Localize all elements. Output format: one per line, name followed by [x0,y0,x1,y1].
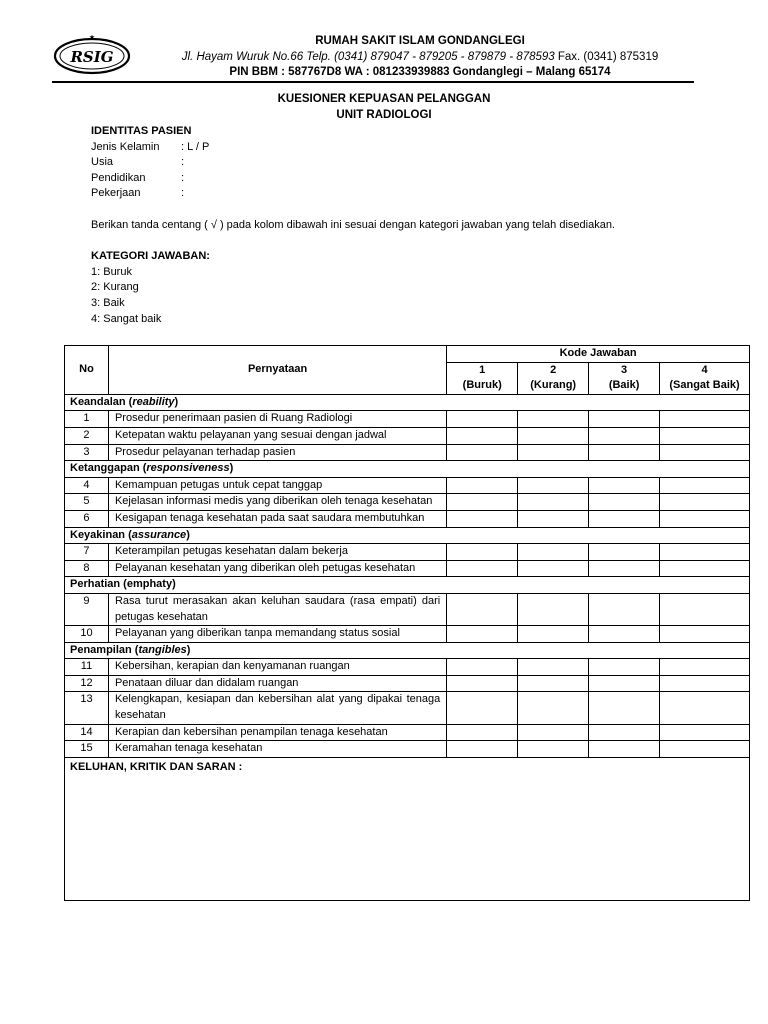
section-title [65,394,750,411]
answer-cell[interactable] [660,427,750,444]
question-row [65,477,750,494]
answer-cell[interactable] [660,560,750,577]
question-number: 8 [65,560,109,577]
answer-cell[interactable] [447,560,518,577]
section-title [65,642,750,659]
answer-col-label: (Buruk) [462,379,502,392]
question-number: 7 [65,544,109,561]
answer-cell[interactable] [518,544,589,561]
question-row [65,427,750,444]
question-text: Keramahan tenaga kesehatan [108,741,446,758]
feedback-row [65,757,750,900]
question-row [65,724,750,741]
answer-cell[interactable] [589,626,660,643]
section-row [65,461,750,478]
category-item: 4: Sangat baik [91,312,162,325]
table-header-row [65,346,750,363]
answer-cell[interactable] [589,675,660,692]
question-number: 4 [65,477,109,494]
answer-cell[interactable] [447,593,518,625]
section-close: ) [186,528,190,541]
category-item: 3: Baik [91,297,125,310]
question-row [65,593,750,625]
answer-cell[interactable] [447,675,518,692]
answer-cell[interactable] [660,692,750,724]
answer-col-label: (Sangat Baik) [669,379,740,392]
question-text: Prosedur penerimaan pasien di Ruang Radiologi [108,411,446,428]
answer-cell[interactable] [518,494,589,511]
answer-cell[interactable] [589,544,660,561]
identity-heading: IDENTITAS PASIEN [91,125,192,137]
answer-cell[interactable] [589,741,660,758]
answer-cell[interactable] [447,494,518,511]
address-line: Jl. Hayam Wuruk No.66 Telp. (0341) 879047 - 879205 - 879879 - 878593 [181,50,555,63]
question-text: Kejelasan informasi medis yang diberikan oleh tenaga kesehatan [108,494,446,511]
answer-col-num: 1 [479,363,486,376]
answer-cell[interactable] [518,427,589,444]
answer-col-header [589,362,660,394]
answer-col-label: (Kurang) [530,379,577,392]
section-term: reability [132,395,175,408]
question-number: 11 [65,659,109,676]
answer-cell[interactable] [660,741,750,758]
answer-col-header [660,362,750,394]
question-number: 6 [65,510,109,527]
svg-text:RSIG: RSIG [70,48,114,66]
identity-field [91,171,209,187]
answer-cell[interactable] [518,411,589,428]
question-text: Keterampilan petugas kesehatan dalam bekerja [108,544,446,561]
section-close: ) [174,395,179,408]
answer-cell[interactable] [518,593,589,625]
question-number: 12 [65,675,109,692]
answer-cell[interactable] [589,593,660,625]
answer-cell[interactable] [589,724,660,741]
answer-cell[interactable] [447,444,518,461]
field-value[interactable]: : [181,171,185,184]
feedback-label: KELUHAN, KRITIK DAN SARAN : [70,760,243,773]
field-label: Usia [91,156,114,169]
answer-cell[interactable] [660,675,750,692]
field-value[interactable]: : L / P [181,140,210,153]
section-close: ) [229,462,234,475]
question-text: Kerapian dan kebersihan penampilan tenaga kesehatan [108,724,446,741]
answer-cell[interactable] [518,477,589,494]
patient-identity [91,124,209,202]
answer-col-num: 2 [550,363,557,376]
question-number: 15 [65,741,109,758]
answer-cell[interactable] [660,411,750,428]
identity-field [91,140,209,156]
question-row [65,510,750,527]
question-row [65,741,750,758]
answer-cell[interactable] [518,741,589,758]
col-statement-header: Pernyataan [108,346,446,395]
answer-cell[interactable] [660,444,750,461]
question-row [65,444,750,461]
answer-categories [91,249,210,328]
feedback-box[interactable] [65,757,750,900]
answer-cell[interactable] [447,544,518,561]
header-divider [52,81,694,83]
question-row [65,411,750,428]
question-row [65,675,750,692]
hospital-name: RUMAH SAKIT ISLAM GONDANGLEGI [315,35,525,47]
field-value[interactable]: : [181,156,185,169]
question-text: Prosedur pelayanan terhadap pasien [108,444,446,461]
question-row [65,560,750,577]
answer-cell[interactable] [518,692,589,724]
field-value[interactable]: : [181,187,185,200]
fax-line: Fax. (0341) 875319 [554,50,659,63]
question-row [65,626,750,643]
instruction-text: Berikan tanda centang ( √ ) pada kolom dibawah ini sesuai dengan kategori jawaban yang telah disediakan. [91,219,615,231]
identity-field [91,155,209,171]
answer-cell[interactable] [447,692,518,724]
question-row [65,544,750,561]
form-subtitle: UNIT RADIOLOGI [336,109,432,121]
answer-cell[interactable] [660,477,750,494]
answer-cell[interactable] [660,494,750,511]
answer-cell[interactable] [589,560,660,577]
field-label: Jenis Kelamin [91,140,160,153]
question-number: 13 [65,692,109,724]
answer-cell[interactable] [589,427,660,444]
question-number: 3 [65,444,109,461]
answer-cell[interactable] [518,444,589,461]
col-code-header: Kode Jawaban [447,346,750,363]
svg-text:★: ★ [88,33,96,42]
question-row [65,494,750,511]
section-term: tangibles [138,643,187,656]
section-term: responsiveness [146,462,230,475]
question-number: 5 [65,494,109,511]
question-text: Penataan diluar dan didalam ruangan [108,675,446,692]
question-number: 2 [65,427,109,444]
answer-cell[interactable] [660,659,750,676]
section-name: Penampilan ( [70,643,139,656]
answer-cell[interactable] [660,510,750,527]
answer-cell[interactable] [589,477,660,494]
category-item: 1: Buruk [91,265,132,278]
answer-col-header [518,362,589,394]
category-item: 2: Kurang [91,281,139,294]
answer-cell[interactable] [518,659,589,676]
answer-cell[interactable] [589,659,660,676]
letterhead [140,34,700,81]
question-row [65,692,750,724]
answer-col-num: 3 [621,363,628,376]
section-term: assurance [131,528,187,541]
contact-line: PIN BBM : 587767D8 WA : 081233939883 Gondanglegi – Malang 65174 [229,66,611,78]
section-name: Keyakinan ( [70,528,132,541]
question-number: 10 [65,626,109,643]
question-text: Kesigapan tenaga kesehatan pada saat saudara membutuhkan [108,510,446,527]
answer-col-label: (Baik) [608,379,640,392]
answer-cell[interactable] [518,724,589,741]
answer-cell[interactable] [660,626,750,643]
col-no-header: No [65,346,109,395]
section-title [65,577,750,594]
form-title: KUESIONER KEPUASAN PELANGGAN [277,93,491,105]
field-label: Pendidikan [91,171,146,184]
identity-field [91,186,209,202]
question-text: Ketepatan waktu pelayanan yang sesuai dengan jadwal [108,427,446,444]
question-number: 14 [65,724,109,741]
section-name: Perhatian (emphaty) [70,578,176,591]
questionnaire-table [64,345,750,901]
question-text: Pelayanan kesehatan yang diberikan oleh petugas kesehatan [108,560,446,577]
answer-cell[interactable] [518,510,589,527]
answer-cell[interactable] [447,741,518,758]
section-row [65,527,750,544]
answer-cell[interactable] [589,444,660,461]
answer-cell[interactable] [518,560,589,577]
answer-cell[interactable] [660,724,750,741]
answer-cell[interactable] [518,626,589,643]
question-text: Kemampuan petugas untuk cepat tanggap [108,477,446,494]
hospital-logo [52,33,132,75]
hospital-address [140,50,700,66]
question-text: Rasa turut merasakan akan keluhan saudara (rasa empati) dari petugas kesehatan [108,593,446,625]
answer-cell[interactable] [447,510,518,527]
question-text: Kebersihan, kerapian dan kenyamanan ruangan [108,659,446,676]
answer-cell[interactable] [447,626,518,643]
answer-cell[interactable] [589,494,660,511]
question-text: Kelengkapan, kesiapan dan kebersihan alat yang dipakai tenaga kesehatan [108,692,446,724]
section-row [65,642,750,659]
question-text: Pelayanan yang diberikan tanpa memandang status sosial [108,626,446,643]
answer-cell[interactable] [589,411,660,428]
section-title [65,461,750,478]
section-title [65,527,750,544]
answer-col-num: 4 [701,363,708,376]
field-label: Pekerjaan [91,187,141,200]
answer-cell[interactable] [589,510,660,527]
answer-cell[interactable] [447,427,518,444]
categories-heading: KATEGORI JAWABAN: [91,250,210,262]
question-number: 1 [65,411,109,428]
answer-cell[interactable] [660,593,750,625]
answer-cell[interactable] [518,675,589,692]
answer-cell[interactable] [447,411,518,428]
section-name: Keandalan ( [70,395,133,408]
question-row [65,659,750,676]
section-close: ) [186,643,191,656]
answer-col-header [447,362,518,394]
answer-cell[interactable] [447,477,518,494]
answer-cell[interactable] [447,659,518,676]
answer-cell[interactable] [589,692,660,724]
answer-cell[interactable] [447,724,518,741]
answer-cell[interactable] [660,544,750,561]
question-number: 9 [65,593,109,625]
section-row [65,394,750,411]
section-row [65,577,750,594]
section-name: Ketanggapan ( [70,462,147,475]
